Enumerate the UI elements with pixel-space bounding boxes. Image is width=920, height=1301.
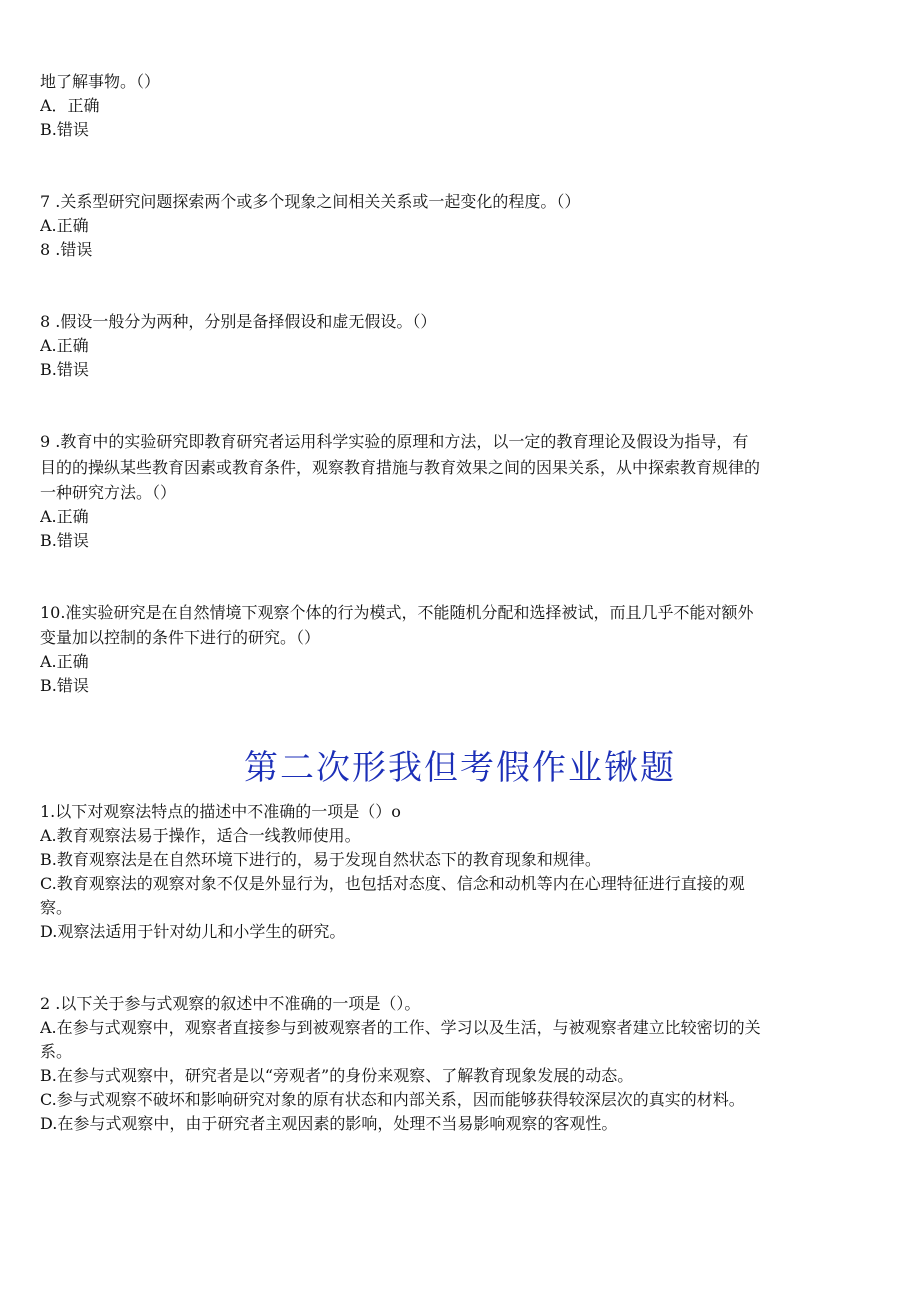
s2-q2-option-d: D.在参与式观察中，由于研究者主观因素的影响，处理不当易影响观察的客观性。	[40, 1114, 618, 1133]
s2-q1-option-a: A.教育观察法易于操作，适合一线教师使用。	[40, 826, 361, 845]
q6-option-b: B.错误	[40, 120, 89, 139]
s2-q1-option-b: B.教育观察法是在自然环境下进行的，易于发现自然状态下的教育现象和规律。	[40, 850, 601, 869]
q9-stem-line-3: 一种研究方法。（）	[40, 483, 177, 502]
q7-option-b: 8 .错误	[40, 240, 93, 259]
q7-option-a: A.正确	[40, 216, 89, 235]
q7-stem: 7 .关系型研究问题探索两个或多个现象之间相关关系或一起变化的程度。（）	[40, 192, 581, 211]
q6-stem-tail: 地了解事物。（）	[40, 72, 161, 91]
s2-q2-option-b: B.在参与式观察中，研究者是以“旁观者”的身份来观察、了解教育现象发展的动态。	[40, 1066, 634, 1085]
q9-option-a: A.正确	[40, 507, 89, 526]
s2-q2-option-a-line-1: A.在参与式观察中，观察者直接参与到被观察者的工作、学习以及生活，与被观察者建立比较密切的关	[40, 1018, 761, 1037]
s2-q1-stem: 1.以下对观察法特点的描述中不准确的一项是（）o	[40, 802, 401, 821]
s2-q2-stem: 2 .以下关于参与式观察的叙述中不准确的一项是（）。	[40, 994, 421, 1013]
q10-option-b: B.错误	[40, 676, 89, 695]
q8-option-a: A.正确	[40, 336, 89, 355]
section-heading: 第二次形我但考假作业锹题	[244, 748, 676, 788]
s2-q2-option-a-line-2: 系。	[40, 1042, 73, 1061]
q8-stem: 8 .假设一般分为两种，分别是备择假设和虚无假设。（）	[40, 312, 437, 331]
s2-q1-option-d: D.观察法适用于针对幼儿和小学生的研究。	[40, 922, 346, 941]
q8-option-b: B.错误	[40, 360, 89, 379]
s2-q1-option-c-line-1: C.教育观察法的观察对象不仅是外显行为，也包括对态度、信念和动机等内在心理特征进行直接的观	[40, 874, 745, 893]
q10-stem-line-2: 变量加以控制的条件下进行的研究。（）	[40, 628, 321, 647]
q9-option-b: B.错误	[40, 531, 89, 550]
q6-option-a: A．正确	[40, 96, 100, 115]
q10-stem-line-1: 10.准实验研究是在自然情境下观察个体的行为模式，不能随机分配和选择被试，而且几乎不能对额外	[40, 603, 754, 622]
s2-q1-option-c-line-2: 察。	[40, 898, 73, 917]
q10-option-a: A.正确	[40, 652, 89, 671]
s2-q2-option-c: C.参与式观察不破坏和影响研究对象的原有状态和内部关系，因而能够获得较深层次的真实的材料。	[40, 1090, 745, 1109]
q9-stem-line-1: 9 .教育中的实验研究即教育研究者运用科学实验的原理和方法，以一定的教育理论及假设为指导，有	[40, 432, 749, 451]
q9-stem-line-2: 目的的操纵某些教育因素或教育条件，观察教育措施与教育效果之间的因果关系，从中探索教育规律的	[40, 458, 761, 477]
